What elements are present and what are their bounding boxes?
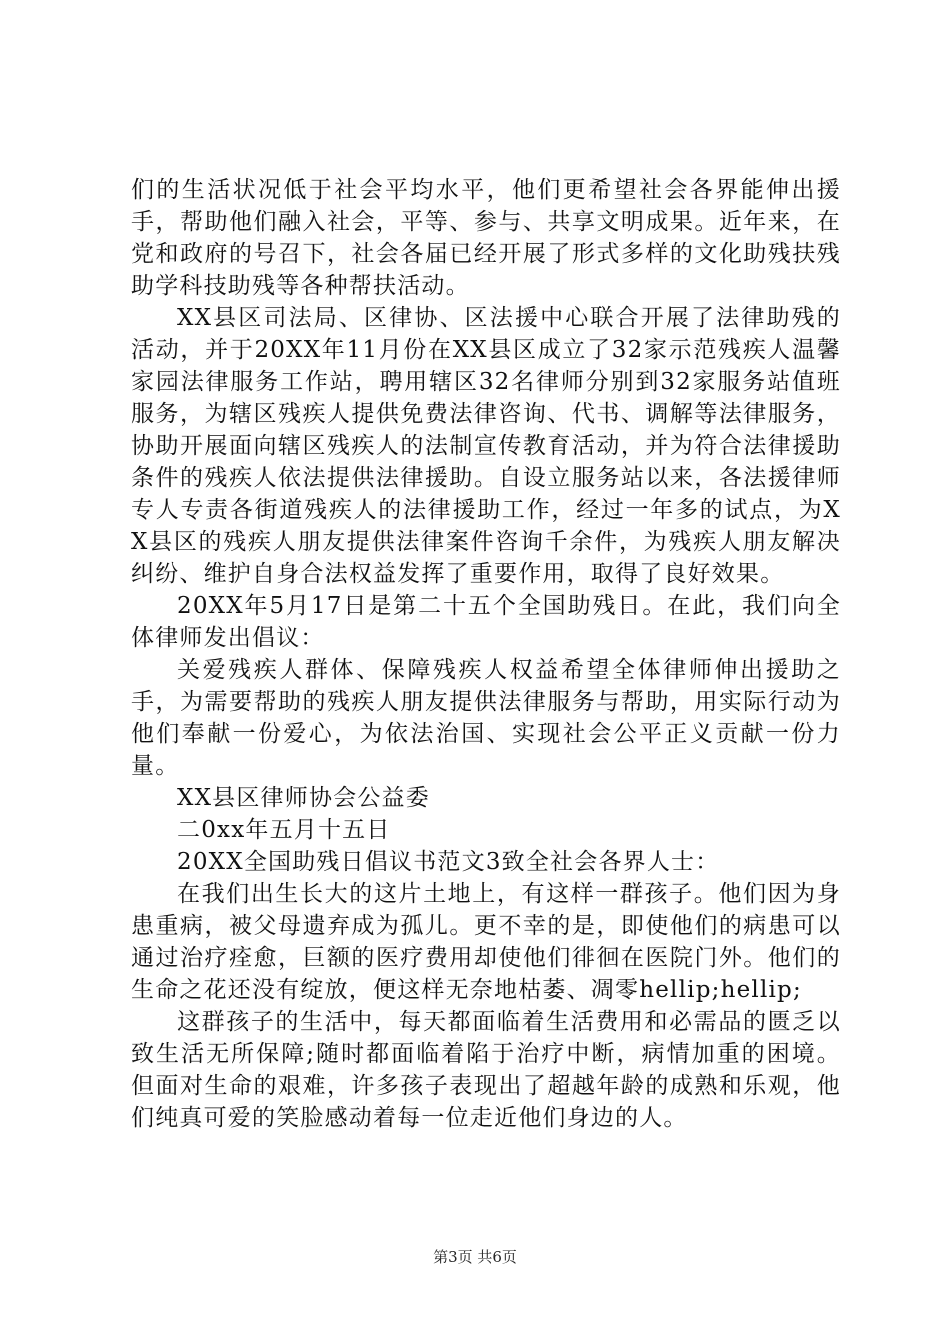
- signature-organization: XX县区律师协会公益委: [177, 785, 430, 811]
- paragraph-1: 们的生活状况低于社会平均水平，他们更希望社会各界能伸出援手，帮助他们融入社会，平等、参与、共享文明成果。近年来，在党和政府的号召下，社会各届已经开展了形式多样的文化助残扶残助学科技助残等各种帮扶活动。: [131, 177, 841, 299]
- paragraph-8: 在我们出生长大的这片土地上，有这样一群孩子。他们因为身患重病，被父母遗弃成为孤儿。更不幸的是，即使他们的病患可以通过治疗痊愈，巨额的医疗费用却使他们徘徊在医院门外。他们的生命之花还没有绽放，便这样无奈地枯萎、凋零hellip;hellip;: [131, 881, 841, 1003]
- paragraph-2: XX县区司法局、区律协、区法援中心联合开展了法律助残的活动，并于20XX年11月份在XX县区成立了32家示范残疾人温馨家园法律服务工作站，聘用辖区32名律师分别到32家服务站值班服务，为辖区残疾人提供免费法律咨询、代书、调解等法律服务，协助开展面向辖区残疾人的法制宣传教育活动，并为符合法律援助条件的残疾人依法提供法律援助。自设立服务站以来，各法援律师专人专责各街道残疾人的法律援助工作，经过一年多的试点，为XX县区的残疾人朋友提供法律案件咨询千余件，为残疾人朋友解决纠纷、维护自身合法权益发挥了重要作用，取得了良好效果。: [131, 305, 841, 587]
- page-number: 第3页 共6页: [433, 1248, 517, 1266]
- signature-date: 二0xx年五月十五日: [177, 817, 391, 843]
- paragraph-3: 20XX年5月17日是第二十五个全国助残日。在此，我们向全体律师发出倡议：: [131, 593, 841, 651]
- section-heading: 20XX全国助残日倡议书范文3致全社会各界人士：: [177, 849, 720, 875]
- document-body: [131, 174, 841, 1134]
- paragraph-9: 这群孩子的生活中，每天都面临着生活费用和必需品的匮乏以致生活无所保障;随时都面临着陷于治疗中断，病情加重的困境。但面对生命的艰难，许多孩子表现出了超越年龄的成熟和乐观，他们纯真可爱的笑脸感动着每一位走近他们身边的人。: [131, 1009, 841, 1131]
- paragraph-4: 关爱残疾人群体、保障残疾人权益希望全体律师伸出援助之手，为需要帮助的残疾人朋友提供法律服务与帮助，用实际行动为他们奉献一份爱心，为依法治国、实现社会公平正义贡献一份力量。: [131, 657, 841, 779]
